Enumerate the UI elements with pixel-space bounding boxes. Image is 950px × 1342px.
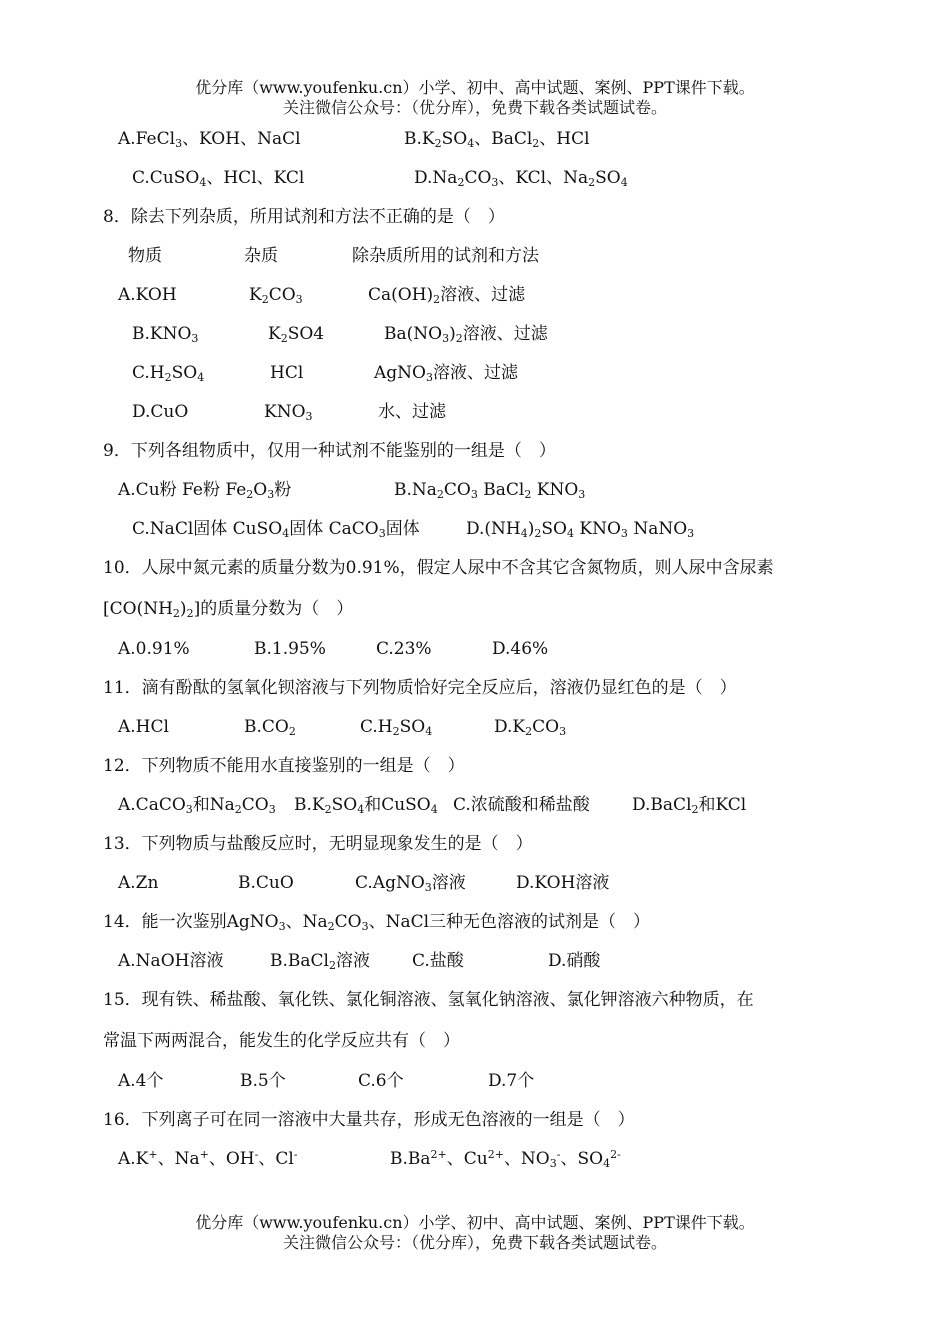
page-header-line-1: 优分库（www.youfenku.cn）小学、初中、高中试题、案例、PPT课件下载。 [195,78,755,97]
q11-option-c: $C.H_2SO_4$ [360,717,433,738]
q15-stem-line-1: 15．现有铁、稀盐酸、氧化铁、氯化铜溶液、氢氧化钠溶液、氯化钾溶液六种物质，在 [103,990,754,1010]
q9-stem: 9．下列各组物质中，仅用一种试剂不能鉴别的一组是（ ） [103,441,556,461]
q15-option-a: A.4个 [118,1071,164,1091]
q11-option-d: $D.K_2CO_3$ [494,717,567,738]
q9-option-d: $D.(NH_4)_2SO_4$ $KNO_3$ NaNO$_3$ [466,519,695,540]
q12-stem: 12．下列物质不能用水直接鉴别的一组是（ ） [103,756,465,776]
q13-option-b: B.CuO [238,873,294,893]
q13-stem: 13．下列物质与盐酸反应时，无明显现象发生的是（ ） [103,834,533,854]
q16-stem: 16．下列离子可在同一溶液中大量共存，形成无色溶液的一组是（ ） [103,1110,635,1130]
q10-option-a: A.0.91% [118,639,190,659]
q8-row-c-impurity: HCl [270,363,304,383]
q14-stem: 14．能一次鉴别AgNO$_3$、$Na_2CO_3$、NaCl三种无色溶液的试剂是（ ） [103,912,651,933]
q11-stem: 11．滴有酚酞的氢氧化钡溶液与下列物质恰好完全反应后，溶液仍显红色的是（ ） [103,678,737,698]
q8-head-method: 除杂质所用的试剂和方法 [352,246,539,266]
q8-row-c-substance: $C.H_2SO_4$ [132,363,205,384]
q13-option-d: D.KOH溶液 [516,873,610,893]
q14-option-b: B.BaCl$_2$溶液 [270,951,370,972]
q8-row-c-method: AgNO$_3$溶液、过滤 [374,363,518,384]
q14-option-c: C.盐酸 [412,951,464,971]
q7-option-d: $D.Na_2CO_3$、KCl、$Na_2SO_4$ [414,168,628,189]
q14-option-a: A.NaOH溶液 [118,951,224,971]
q8-row-a-substance: A.KOH [118,285,177,305]
q8-row-b-method: $Ba(NO_3)_2$溶液、过滤 [384,324,548,345]
page-footer-line-1: 优分库（www.youfenku.cn）小学、初中、高中试题、案例、PPT课件下载。 [195,1213,755,1232]
q7-option-b: $B.K_2SO_4$、BaCl$_2$、HCl [404,129,590,150]
q12-option-c: C.浓硫酸和稀盐酸 [453,795,590,815]
q15-option-c: C.6个 [358,1071,404,1091]
q11-option-b: $B.CO_2$ [244,717,296,738]
q8-row-b-substance: $B.KNO_3$ [132,324,199,345]
q8-head-substance: 物质 [128,246,162,266]
q9-option-c: C.NaCl固体 CuSO$_4$固体 CaCO$_3$固体 [132,519,420,540]
q8-head-impurity: 杂质 [244,246,278,266]
page-header-line-2: 关注微信公众号：（优分库），免费下载各类试题试卷。 [282,98,667,117]
q8-row-a-impurity: $K_2CO_3$ [249,285,303,306]
q8-row-a-method: $Ca(OH)_2$溶液、过滤 [368,285,526,306]
q8-stem: 8．除去下列杂质，所用试剂和方法不正确的是（ ） [103,207,505,227]
page-footer-line-2: 关注微信公众号：（优分库），免费下载各类试题试卷。 [282,1233,667,1252]
q8-row-d-substance: D.CuO [132,402,189,422]
q14-option-d: D.硝酸 [548,951,601,971]
q15-stem-line-2: 常温下两两混合，能发生的化学反应共有（ ） [103,1031,460,1051]
q10-stem-line-1: 10．人尿中氮元素的质量分数为0.91%，假定人尿中不含其它含氮物质，则人尿中含尿素 [103,558,774,578]
q8-row-d-method: 水、过滤 [378,402,446,422]
q10-option-c: C.23% [376,639,432,659]
q15-option-d: D.7个 [488,1071,535,1091]
q16-option-a: A.K+、Na+、OH-、Cl- [118,1148,298,1169]
q13-option-c: C.AgNO$_3$溶液 [355,873,466,894]
q12-option-b: $B.K_2SO_4$和CuSO$_4$ [294,795,438,816]
q12-option-a: A.CaCO$_3$和$Na_2CO_3$ [118,795,276,816]
q8-row-d-impurity: $KNO_3$ [264,402,313,423]
q10-option-d: D.46% [492,639,549,659]
q11-option-a: A.HCl [118,717,169,737]
q12-option-d: D.BaCl$_2$和KCl [632,795,747,816]
q16-option-b: $B.Ba^{2+}$、$Cu^{2+}$、$NO_3^-$、$SO_4^{2-}$ [390,1148,621,1170]
q15-option-b: B.5个 [240,1071,286,1091]
q7-option-c: C.CuSO$_4$、HCl、KCl [132,168,305,189]
q8-row-b-impurity: $K_2SO4$ [268,324,325,345]
q10-option-b: B.1.95% [254,639,326,659]
q13-option-a: A.Zn [118,873,159,893]
q10-stem-line-2: $[CO(NH_2)_2]$的质量分数为（ ） [103,599,354,620]
q7-option-a: A.FeCl$_3$、KOH、NaCl [118,129,301,150]
q9-option-a: A.Cu粉 Fe粉 $Fe_2O_3$粉 [118,480,292,501]
q9-option-b: $B.Na_2CO_3$ BaCl$_2$ $KNO_3$ [394,480,586,501]
